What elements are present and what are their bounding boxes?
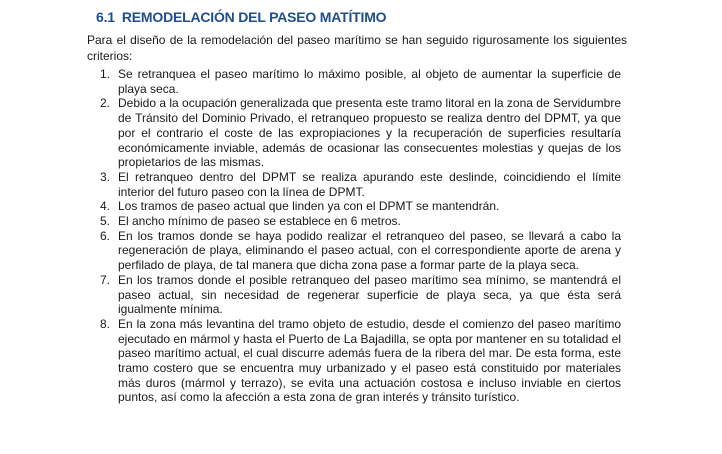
section-title: REMODELACIÓN DEL PASEO MATÍTIMO	[121, 9, 387, 25]
list-item-number: 3.	[100, 169, 111, 184]
list-item-number: 1.	[100, 67, 111, 81]
list-item	[87, 214, 621, 229]
list-item-number: 4.	[100, 199, 111, 214]
section-heading	[96, 9, 386, 25]
list-item-text: El retranqueo dentro del DPMT se realiza apurando este deslinde, coincidiendo el límite interior del futuro paseo con la línea de DPMT.	[118, 169, 621, 199]
list-item-number: 5.	[100, 214, 111, 229]
list-item	[87, 199, 621, 214]
list-item	[87, 317, 621, 405]
list-item-number: 2.	[100, 96, 111, 111]
list-item-number: 6.	[100, 228, 111, 243]
list-item-text: Se retranquea el paseo marítimo lo máximo posible, al objeto de aumentar la superficie de playa seca.	[118, 67, 621, 96]
list-item-text: En los tramos donde el posible retranqueo del paseo marítimo sea mínimo, se mantendrá el paseo actual, sin necesidad de regenerar superficie de playa seca, ya que ésta será igualmente mínima.	[118, 272, 621, 317]
list-item	[87, 273, 621, 317]
list-item-text: El ancho mínimo de paseo se establece en 6 metros.	[118, 214, 401, 229]
list-item	[87, 67, 621, 96]
list-item-text: Debido a la ocupación generalizada que presenta este tramo litoral en la zona de Servidumbre de Tránsito del Dominio Privado, el retranqueo propuesto se realiza dentro del DPMT, ya que por el contrario el coste de las expropiaciones y la recuperación de superficies resultaría económicamente inviable, además de ocasionar las consecuentes molestias y quejas de los propietarios de las mismas.	[118, 96, 621, 170]
section-number: 6.1	[96, 9, 115, 25]
list-item-text: Los tramos de paseo actual que linden ya con el DPMT se mantendrán.	[118, 199, 500, 214]
criteria-list	[87, 67, 621, 405]
list-item-number: 8.	[100, 316, 111, 331]
list-item-text: En los tramos donde se haya podido realizar el retranqueo del paseo, se llevará a cabo la regeneración de playa, eliminando el paseo actual, con el correspondiente aporte de arena y perfilado de playa, de tal manera que dicha zona pase a formar parte de la playa seca.	[118, 228, 621, 273]
list-item	[87, 170, 621, 199]
intro-paragraph: Para el diseño de la remodelación del paseo marítimo se han seguido rigurosamente los siguientes criterios:	[87, 33, 627, 63]
list-item-number: 7.	[100, 272, 111, 287]
list-item	[87, 96, 621, 170]
list-item-text: En la zona más levantina del tramo objeto de estudio, desde el comienzo del paseo marítimo ejecutado en mármol y hasta el Puerto de La Bajadilla, se opta por mantener en su totalidad el paseo marítimo actual, el cual discurre además fuera de la ribera del mar. De esta forma, este tramo costero que se encuentra muy urbanizado y el paseo está constituido por materiales más duros (mármol y terrazo), se evita una actuación costosa e incluso inviable en ciertos puntos, así como la afección a esta zona de gran interés y tránsito turístico.	[118, 316, 621, 405]
list-item	[87, 229, 621, 273]
